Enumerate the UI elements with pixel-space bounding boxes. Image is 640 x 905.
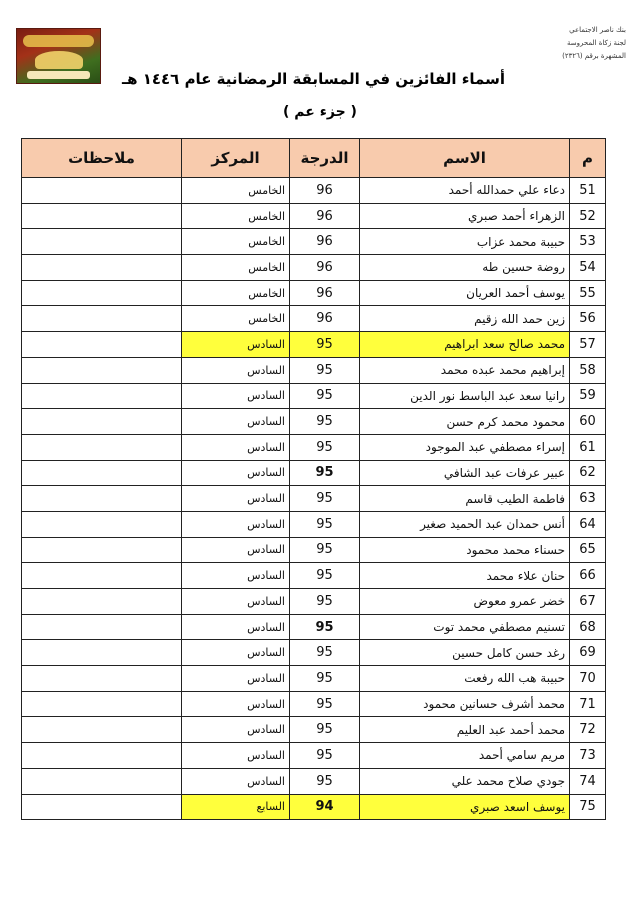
cell-name: فاطمة الطيب قاسم — [360, 486, 570, 512]
cell-score: 95 — [290, 460, 360, 486]
cell-score: 95 — [290, 768, 360, 794]
cell-notes — [22, 383, 182, 409]
cell-rank: السادس — [182, 511, 290, 537]
cell-score: 95 — [290, 332, 360, 358]
cell-score: 95 — [290, 691, 360, 717]
cell-name: إبراهيم محمد عبده محمد — [360, 357, 570, 383]
cell-num: 74 — [570, 768, 606, 794]
header-score: الدرجة — [290, 139, 360, 178]
cell-name: رانيا سعد عبد الباسط نور الدين — [360, 383, 570, 409]
cell-notes — [22, 178, 182, 204]
cell-num: 53 — [570, 229, 606, 255]
organization-info — [562, 24, 626, 63]
cell-name: دعاء علي حمدالله أحمد — [360, 178, 570, 204]
cell-num: 67 — [570, 589, 606, 615]
table-row — [22, 717, 606, 743]
cell-num: 72 — [570, 717, 606, 743]
cell-notes — [22, 434, 182, 460]
cell-rank: السادس — [182, 383, 290, 409]
page-subtitle: ( جزء عم ) — [283, 104, 357, 120]
cell-rank: السادس — [182, 409, 290, 435]
cell-score: 95 — [290, 717, 360, 743]
table-row — [22, 306, 606, 332]
cell-rank: الخامس — [182, 306, 290, 332]
cell-rank: الخامس — [182, 255, 290, 281]
committee-logo — [16, 28, 101, 84]
cell-rank: السادس — [182, 434, 290, 460]
cell-notes — [22, 332, 182, 358]
cell-score: 96 — [290, 229, 360, 255]
page-title: أسماء الفائزين في المسابقة الرمضانية عام ١٤٤٦ هـ — [121, 70, 506, 88]
cell-score: 96 — [290, 306, 360, 332]
table-row — [22, 178, 606, 204]
cell-notes — [22, 691, 182, 717]
cell-score: 95 — [290, 743, 360, 769]
table-row — [22, 332, 606, 358]
cell-name: مريم سامي أحمد — [360, 743, 570, 769]
cell-score: 95 — [290, 640, 360, 666]
cell-num: 63 — [570, 486, 606, 512]
table-row — [22, 229, 606, 255]
cell-rank: السادس — [182, 537, 290, 563]
table-row — [22, 666, 606, 692]
cell-num: 56 — [570, 306, 606, 332]
cell-score: 95 — [290, 563, 360, 589]
cell-rank: السادس — [182, 460, 290, 486]
cell-rank: السادس — [182, 666, 290, 692]
header-notes: ملاحظات — [22, 139, 182, 178]
cell-name: تسنيم مصطفي محمد توت — [360, 614, 570, 640]
cell-score: 95 — [290, 486, 360, 512]
cell-rank: الخامس — [182, 229, 290, 255]
cell-notes — [22, 357, 182, 383]
cell-name: أنس حمدان عبد الحميد صغير — [360, 511, 570, 537]
cell-notes — [22, 794, 182, 820]
cell-name: محمد أحمد عبد العليم — [360, 717, 570, 743]
table-row — [22, 794, 606, 820]
cell-score: 96 — [290, 280, 360, 306]
cell-rank: السادس — [182, 717, 290, 743]
cell-rank: الخامس — [182, 178, 290, 204]
cell-notes — [22, 640, 182, 666]
table-row — [22, 614, 606, 640]
cell-num: 54 — [570, 255, 606, 281]
table-row — [22, 691, 606, 717]
cell-score: 95 — [290, 511, 360, 537]
cell-name: روضة حسين طه — [360, 255, 570, 281]
cell-num: 75 — [570, 794, 606, 820]
cell-num: 73 — [570, 743, 606, 769]
cell-notes — [22, 666, 182, 692]
table-row — [22, 743, 606, 769]
cell-num: 57 — [570, 332, 606, 358]
cell-score: 95 — [290, 357, 360, 383]
cell-score: 96 — [290, 203, 360, 229]
cell-score: 95 — [290, 434, 360, 460]
header-name: الاسم — [360, 139, 570, 178]
table-row — [22, 768, 606, 794]
cell-rank: السادس — [182, 486, 290, 512]
cell-rank: السادس — [182, 357, 290, 383]
cell-num: 51 — [570, 178, 606, 204]
cell-name: محمد أشرف حسانين محمود — [360, 691, 570, 717]
table-row — [22, 280, 606, 306]
cell-notes — [22, 280, 182, 306]
cell-rank: الخامس — [182, 203, 290, 229]
cell-name: يوسف اسعد صبري — [360, 794, 570, 820]
cell-score: 95 — [290, 383, 360, 409]
cell-rank: السابع — [182, 794, 290, 820]
cell-name: الزهراء أحمد صبري — [360, 203, 570, 229]
cell-num: 69 — [570, 640, 606, 666]
cell-rank: الخامس — [182, 280, 290, 306]
table-header-row — [22, 139, 606, 178]
cell-notes — [22, 717, 182, 743]
cell-name: عبير عرفات عبد الشافي — [360, 460, 570, 486]
cell-notes — [22, 306, 182, 332]
table-row — [22, 460, 606, 486]
table-row — [22, 409, 606, 435]
table-row — [22, 357, 606, 383]
cell-rank: السادس — [182, 563, 290, 589]
cell-name: خضر عمرو معوض — [360, 589, 570, 615]
cell-notes — [22, 589, 182, 615]
cell-notes — [22, 203, 182, 229]
cell-num: 62 — [570, 460, 606, 486]
table-body — [22, 178, 606, 820]
cell-num: 70 — [570, 666, 606, 692]
cell-name: رغد حسن كامل حسين — [360, 640, 570, 666]
cell-score: 95 — [290, 409, 360, 435]
cell-rank: السادس — [182, 691, 290, 717]
cell-score: 95 — [290, 589, 360, 615]
cell-notes — [22, 409, 182, 435]
table-row — [22, 255, 606, 281]
cell-num: 58 — [570, 357, 606, 383]
cell-name: حنان علاء محمد — [360, 563, 570, 589]
cell-notes — [22, 563, 182, 589]
cell-num: 59 — [570, 383, 606, 409]
cell-rank: السادس — [182, 614, 290, 640]
table-row — [22, 640, 606, 666]
table-row — [22, 563, 606, 589]
cell-name: محمود محمد كرم حسن — [360, 409, 570, 435]
table-row — [22, 434, 606, 460]
cell-score: 95 — [290, 666, 360, 692]
cell-rank: السادس — [182, 640, 290, 666]
cell-rank: السادس — [182, 589, 290, 615]
cell-notes — [22, 768, 182, 794]
cell-num: 66 — [570, 563, 606, 589]
cell-num: 55 — [570, 280, 606, 306]
cell-name: حسناء محمد محمود — [360, 537, 570, 563]
cell-score: 94 — [290, 794, 360, 820]
cell-name: حبيبة محمد عزاب — [360, 229, 570, 255]
table-row — [22, 537, 606, 563]
cell-num: 64 — [570, 511, 606, 537]
cell-rank: السادس — [182, 743, 290, 769]
cell-num: 61 — [570, 434, 606, 460]
table-row — [22, 486, 606, 512]
table-row — [22, 511, 606, 537]
org-line: المشهرة برقم (٢٣٢٦) — [562, 52, 626, 60]
org-line: بنك ناصر الاجتماعي — [569, 26, 626, 34]
cell-notes — [22, 537, 182, 563]
table-row — [22, 383, 606, 409]
cell-score: 96 — [290, 178, 360, 204]
cell-name: زين حمد الله زقيم — [360, 306, 570, 332]
header-num: م — [570, 139, 606, 178]
cell-num: 68 — [570, 614, 606, 640]
cell-name: إسراء مصطفي عبد الموجود — [360, 434, 570, 460]
table-row — [22, 589, 606, 615]
org-line: لجنة زكاة المحروسة — [567, 39, 626, 47]
cell-notes — [22, 229, 182, 255]
cell-num: 71 — [570, 691, 606, 717]
cell-name: محمد صالح سعد ابراهيم — [360, 332, 570, 358]
cell-score: 95 — [290, 614, 360, 640]
cell-num: 52 — [570, 203, 606, 229]
cell-notes — [22, 460, 182, 486]
cell-notes — [22, 486, 182, 512]
header-rank: المركز — [182, 139, 290, 178]
cell-rank: السادس — [182, 332, 290, 358]
winners-table — [21, 138, 606, 820]
cell-name: جودي صلاح محمد علي — [360, 768, 570, 794]
cell-score: 95 — [290, 537, 360, 563]
cell-num: 60 — [570, 409, 606, 435]
table-row — [22, 203, 606, 229]
cell-notes — [22, 614, 182, 640]
cell-score: 96 — [290, 255, 360, 281]
cell-name: حبيبة هب الله رفعت — [360, 666, 570, 692]
cell-notes — [22, 255, 182, 281]
cell-name: يوسف أحمد العريان — [360, 280, 570, 306]
cell-notes — [22, 743, 182, 769]
cell-rank: السادس — [182, 768, 290, 794]
cell-notes — [22, 511, 182, 537]
cell-num: 65 — [570, 537, 606, 563]
